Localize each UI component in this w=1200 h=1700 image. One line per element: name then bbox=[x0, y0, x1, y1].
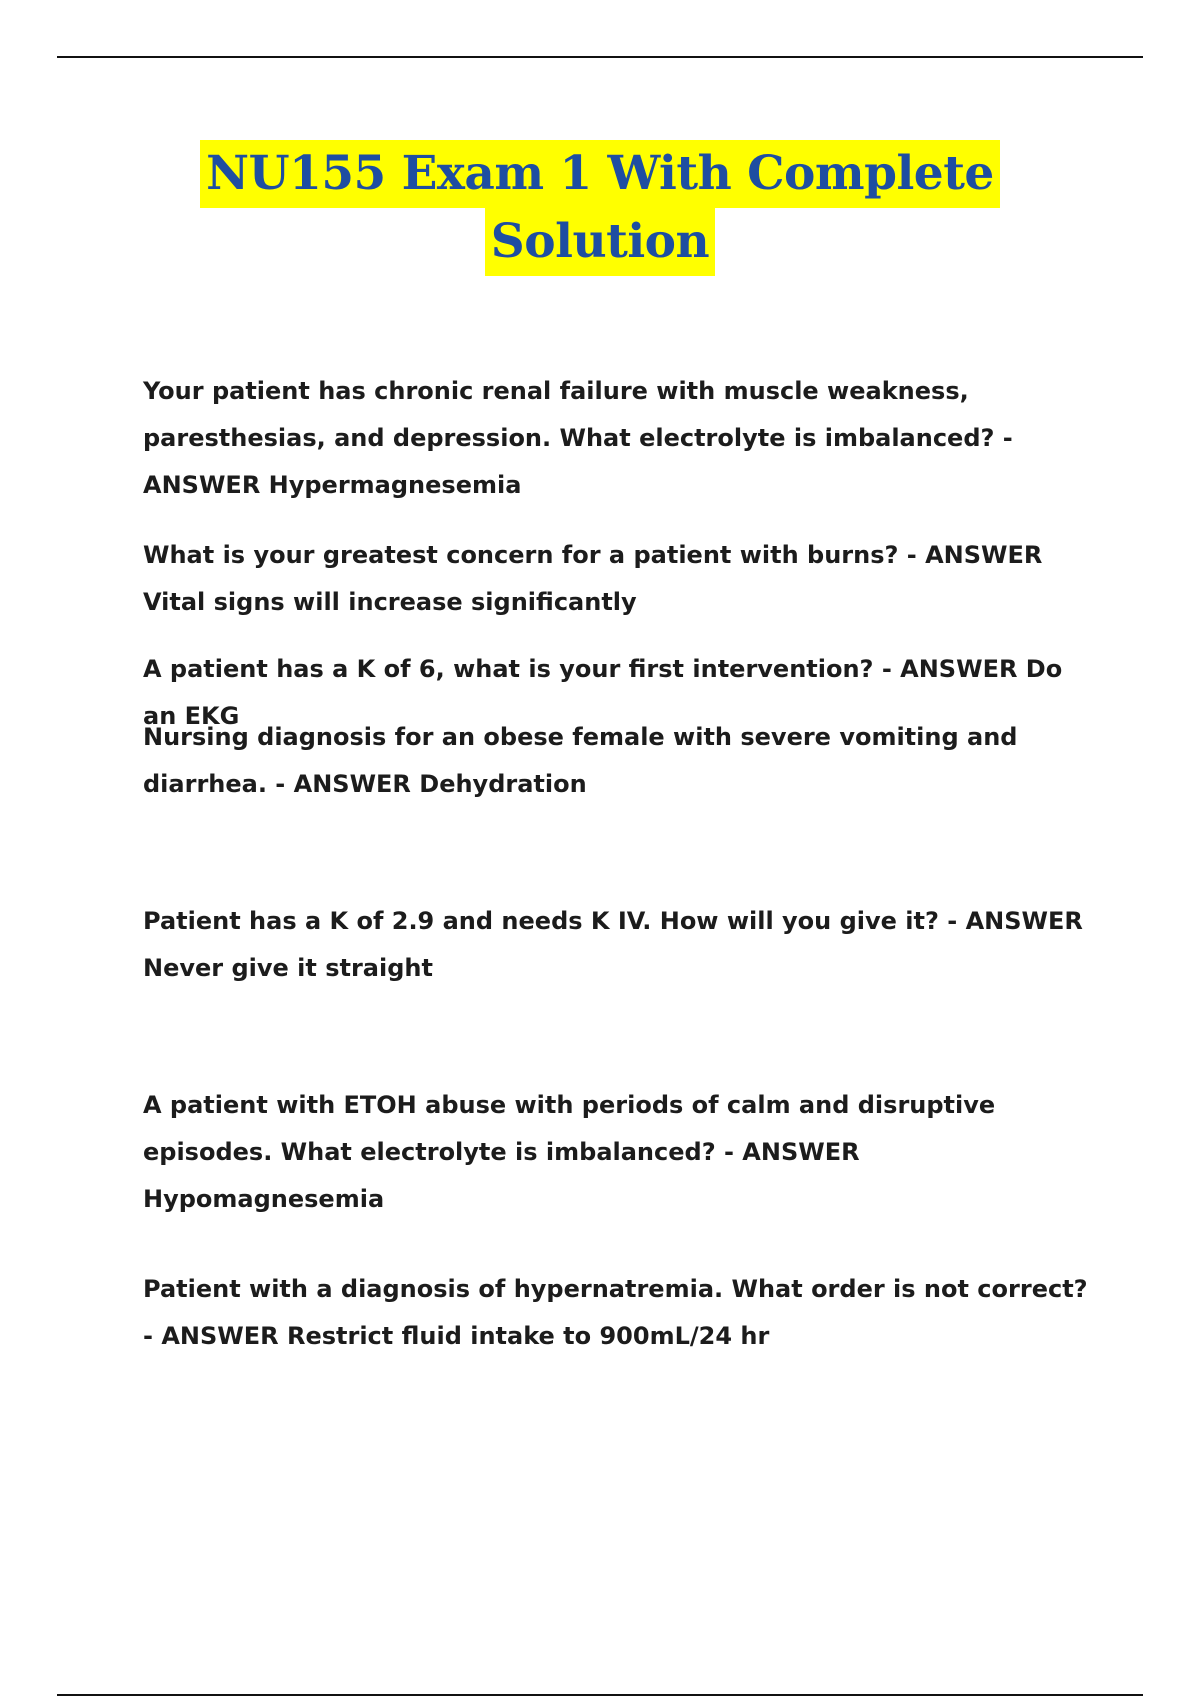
qa-item-1: Your patient has chronic renal failure with muscle weakness, paresthesias, and depression. What electrolyte is imbalanced? - ANSWER Hypermagnesemia bbox=[143, 377, 1013, 499]
qa-item-7: Patient with a diagnosis of hypernatremia. What order is not correct? - ANSWER Restrict fluid intake to 900mL/24 hr bbox=[143, 1275, 1088, 1350]
document-title bbox=[0, 140, 1200, 276]
qa-item-6: A patient with ETOH abuse with periods of calm and disruptive episodes. What electrolyte is imbalanced? - ANSWER Hypomagnesemia bbox=[143, 1091, 996, 1213]
title-line-1: NU155 Exam 1 With Complete bbox=[200, 140, 1000, 208]
qa-item-4: Nursing diagnosis for an obese female with severe vomiting and diarrhea. - ANSWER Dehydration bbox=[143, 723, 1018, 798]
title-line-2: Solution bbox=[485, 208, 715, 276]
bottom-rule bbox=[57, 1694, 1143, 1696]
qa-item-3: A patient has a K of 6, what is your first intervention? - ANSWER Do an EKG bbox=[143, 655, 1063, 730]
qa-item-2: What is your greatest concern for a patient with burns? - ANSWER Vital signs will increase significantly bbox=[143, 541, 1043, 616]
top-rule bbox=[57, 56, 1143, 58]
qa-item-5: Patient has a K of 2.9 and needs K IV. How will you give it? - ANSWER Never give it straight bbox=[143, 907, 1083, 982]
